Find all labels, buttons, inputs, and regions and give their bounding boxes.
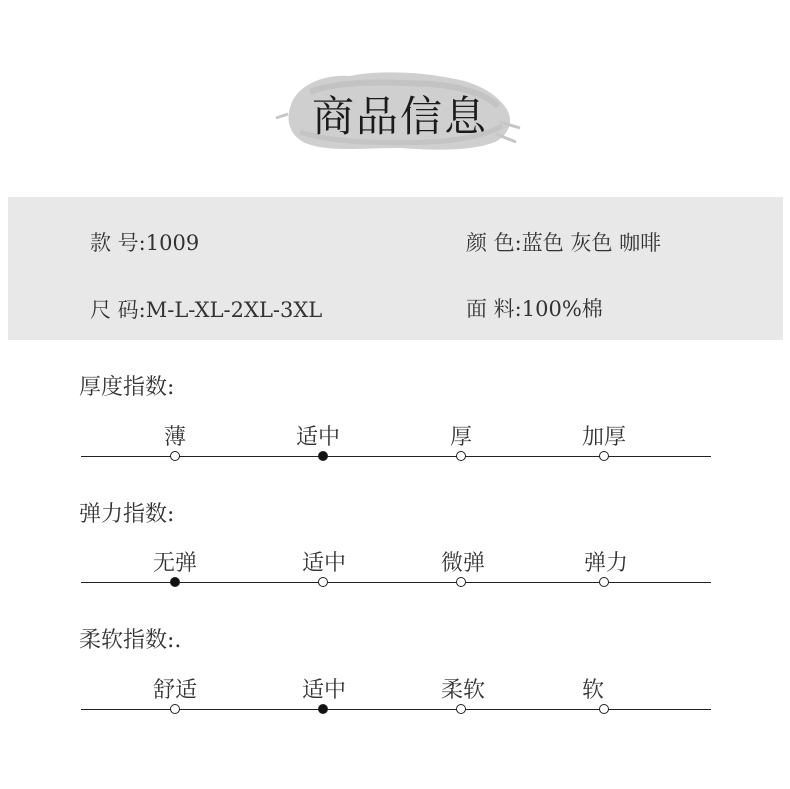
scale-title: 柔软指数:. — [79, 628, 182, 653]
scale-marker — [318, 577, 328, 587]
option-label: 加厚 — [581, 425, 626, 450]
scale-marker — [456, 451, 466, 461]
scale-marker — [170, 704, 180, 714]
size-value: M-L-XL-2XL-3XL — [145, 298, 323, 322]
product-info-box — [8, 197, 783, 340]
option-label: 无弹 — [152, 551, 197, 576]
style-number-value: 1009 — [145, 231, 200, 255]
title-banner — [270, 62, 530, 162]
option-label: 适中 — [295, 425, 340, 450]
option-label: 软 — [581, 678, 604, 703]
scale-marker — [599, 577, 609, 587]
option-label: 弹力 — [583, 551, 628, 576]
scale-marker — [599, 451, 609, 461]
scale-marker — [318, 704, 328, 714]
scale-marker — [456, 577, 466, 587]
size-label: 尺 码: — [90, 298, 146, 322]
option-label: 柔软 — [440, 678, 485, 703]
color — [466, 227, 661, 257]
option-label: 薄 — [163, 425, 186, 450]
option-label: 微弹 — [440, 551, 485, 576]
style-number-label: 款 号: — [90, 231, 146, 255]
scale-marker — [170, 451, 180, 461]
option-label: 适中 — [301, 551, 346, 576]
page-title: 商品信息 — [311, 92, 488, 141]
fabric — [466, 293, 603, 323]
size — [90, 294, 322, 324]
scale-marker — [456, 704, 466, 714]
color-label: 颜 色: — [466, 231, 522, 255]
option-label: 舒适 — [152, 678, 197, 703]
scale-marker — [599, 704, 609, 714]
scale-marker — [170, 577, 180, 587]
scale-title: 弹力指数: — [79, 502, 175, 527]
scale-title: 厚度指数: — [79, 375, 175, 400]
scale-marker — [318, 451, 328, 461]
fabric-value: 100%棉 — [521, 297, 603, 321]
option-label: 适中 — [301, 678, 346, 703]
color-value: 蓝色 灰色 咖啡 — [521, 231, 662, 255]
option-label: 厚 — [449, 425, 472, 450]
style-number — [90, 227, 199, 257]
fabric-label: 面 料: — [466, 297, 522, 321]
